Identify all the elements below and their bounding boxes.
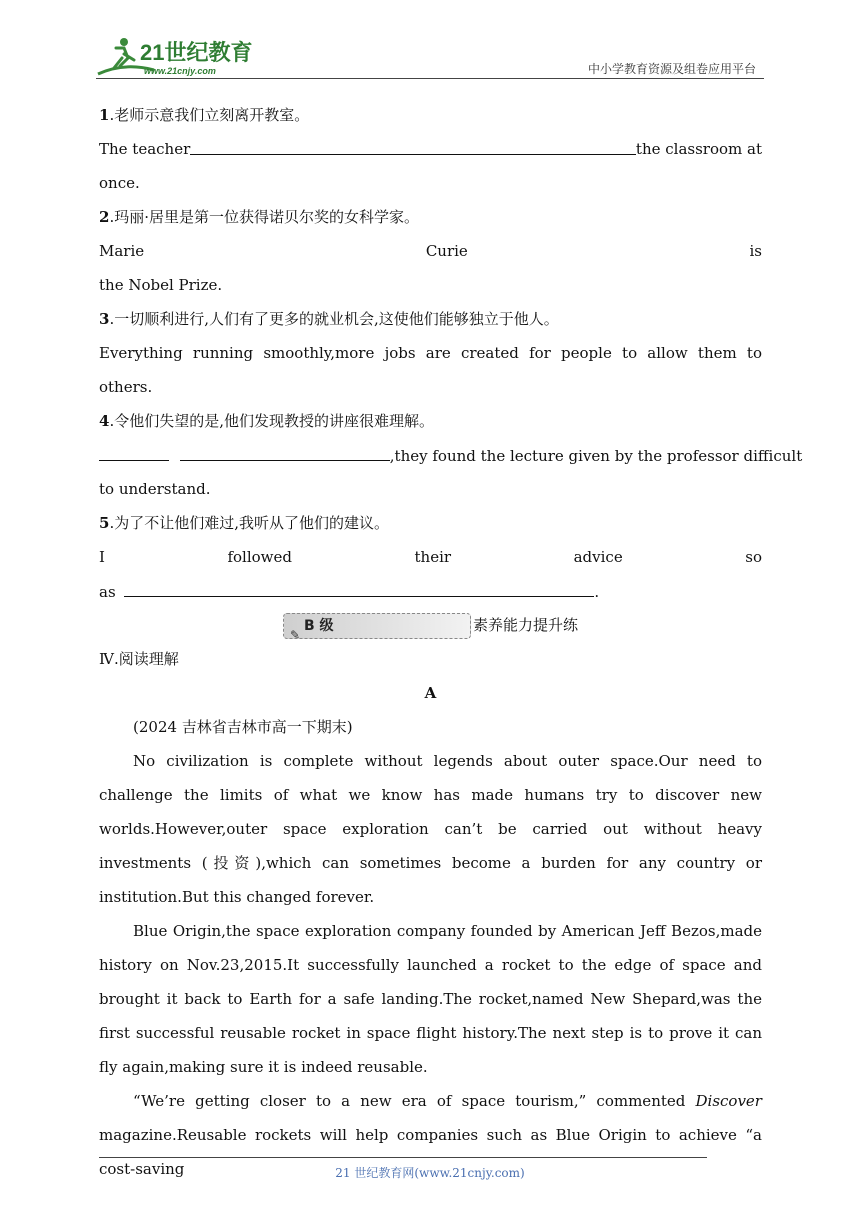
item-1-cont: once.: [99, 174, 140, 192]
level-heading: ✎ B 级 素养能力提升练: [99, 608, 762, 642]
answer-blank-1[interactable]: [190, 132, 636, 155]
footer: 21 世纪教育网(www.21cnjy.com): [335, 1166, 525, 1180]
site-logo: [94, 34, 264, 80]
item-2-cont: the Nobel Prize.: [99, 276, 223, 294]
platform-name: 中小学教育资源及组卷应用平台: [587, 62, 756, 76]
passage-letter: A: [424, 684, 437, 702]
passage-source: (2024 吉林省吉林市高一下期末): [133, 718, 353, 736]
item-1-en: The teacher the classroom at: [99, 132, 762, 166]
item-1-cn: 1.老师示意我们立刻离开教室。: [99, 106, 310, 124]
item-2-cn: 2.玛丽·居里是第一位获得诺贝尔奖的女科学家。: [99, 208, 419, 226]
item-3-en: Everything running smoothly,more jobs are created for people to allow them to: [99, 344, 762, 362]
item-2-en: Marie Curie is: [99, 242, 762, 260]
logo-text: 21世纪教育: [140, 40, 253, 65]
answer-blank-4b[interactable]: [180, 438, 390, 461]
item-4-cont: to understand.: [99, 480, 211, 498]
section-heading: Ⅳ.阅读理解: [99, 650, 179, 668]
header-rule: [96, 78, 764, 79]
pencil-icon: ✎: [289, 628, 301, 642]
item-5-en: I followed their advice so: [99, 548, 762, 566]
item-4-en: ,they found the lecture given by the professor difficult: [99, 438, 762, 472]
answer-blank-5[interactable]: [124, 574, 594, 597]
passage-paragraph-2: Blue Origin,the space exploration company founded by American Jeff Bezos,made history on Nov.23,2015.It successfully launched a rocket to the edge of space and brought it back to Earth for a safe landing.The rocket,named New Shepard,was the first successful reusable rocket in space flight history.The next step is to prove it can fly again,making sure it is indeed reusable.: [99, 922, 762, 1076]
item-5-cont: as .: [99, 574, 762, 608]
logo-url: www.21cnjy.com: [144, 66, 216, 76]
item-3-cn: 3.一切顺利进行,人们有了更多的就业机会,这使他们能够独立于他人。: [99, 310, 559, 328]
item-5-cn: 5.为了不让他们难过,我听从了他们的建议。: [99, 514, 389, 532]
passage-paragraph-3-line1: “We’re getting closer to a new era of space tourism,” commented Discover: [133, 1092, 762, 1110]
item-3-cont: others.: [99, 378, 153, 396]
level-badge: ✎ B 级: [283, 613, 471, 639]
passage-paragraph-1: No civilization is complete without legends about outer space.Our need to challenge the limits of what we know has made humans try to discover new worlds.However,outer space exploration can’t be carried out without heavy investments (投资),which can sometimes become a burden for any country or institution.But this changed forever.: [99, 752, 762, 906]
item-4-cn: 4.令他们失望的是,他们发现教授的讲座很难理解。: [99, 412, 434, 430]
footer-rule: [99, 1157, 707, 1158]
answer-blank-4a[interactable]: [99, 438, 169, 461]
passage-paragraph-3-line2: magazine.Reusable rockets will help companies such as Blue Origin to achieve “a cost-saving: [99, 1126, 762, 1178]
